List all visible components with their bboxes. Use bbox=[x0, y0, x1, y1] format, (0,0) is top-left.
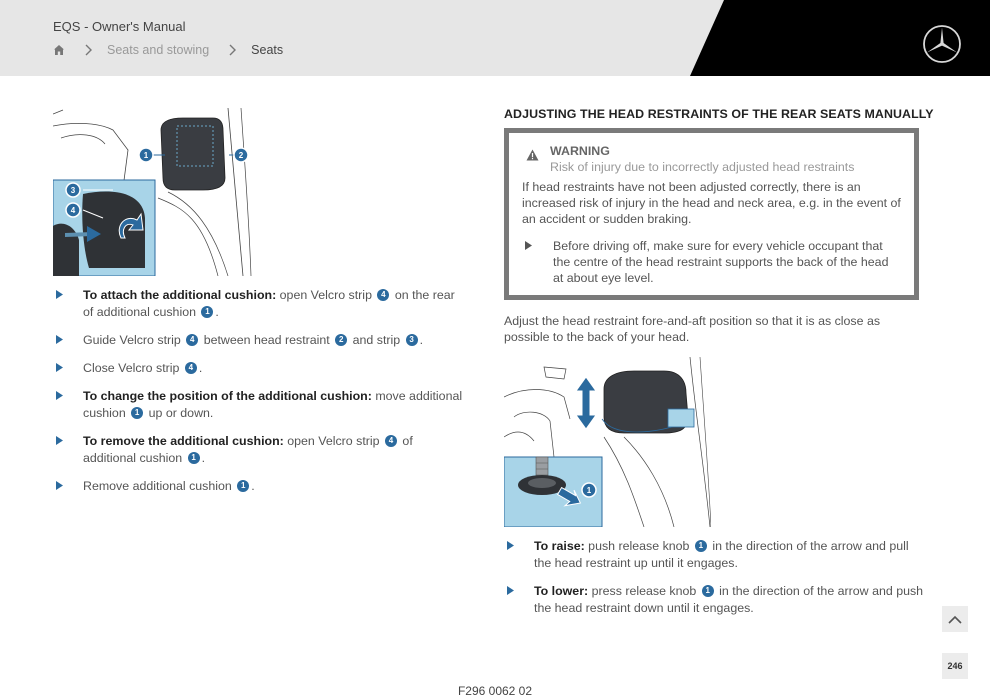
callout-1 bbox=[582, 483, 596, 497]
step-bullet-icon bbox=[56, 363, 63, 372]
step-text: . bbox=[201, 451, 206, 465]
breadcrumb-item-seats-and-stowing[interactable]: Seats and stowing bbox=[107, 43, 210, 57]
callout-number: 1 bbox=[237, 480, 249, 492]
step-text: open Velcro strip bbox=[283, 434, 383, 448]
callout-number: 4 bbox=[385, 435, 397, 447]
instruction-step bbox=[53, 388, 463, 422]
svg-text:1: 1 bbox=[586, 486, 592, 495]
callout-2 bbox=[234, 148, 248, 162]
step-text: and strip bbox=[349, 333, 404, 347]
svg-text:4: 4 bbox=[70, 206, 76, 215]
step-text: . bbox=[251, 479, 255, 493]
adjust-paragraph: Adjust the head restraint fore-and-aft position so that it is as close as possible to the back of your head. bbox=[504, 314, 881, 344]
step-text: Guide Velcro strip bbox=[83, 333, 185, 347]
instruction-step bbox=[53, 433, 463, 467]
step-text: . bbox=[215, 305, 219, 319]
callout-number: 1 bbox=[695, 540, 707, 552]
figure-code: F296 0062 02 bbox=[457, 684, 533, 698]
svg-text:1: 1 bbox=[143, 151, 149, 160]
warning-box bbox=[504, 128, 919, 300]
breadcrumb bbox=[53, 42, 283, 58]
page-number: 246 bbox=[942, 653, 968, 679]
step-bullet-icon bbox=[56, 481, 63, 490]
step-bullet-icon bbox=[56, 290, 63, 299]
callout-number: 1 bbox=[702, 585, 714, 597]
section-heading: ADJUSTING THE HEAD RESTRAINTS OF THE REAR SEATS MANUALLY bbox=[504, 107, 934, 121]
step-lead: To attach the additional cushion: bbox=[83, 288, 277, 302]
warning-triangle-icon bbox=[526, 149, 539, 161]
instruction-step bbox=[504, 583, 924, 617]
step-lead: To lower: bbox=[534, 584, 589, 598]
step-text: in the direction of the arrow and push the head restraint down until it engages. bbox=[534, 584, 924, 615]
callout-number: 4 bbox=[186, 334, 198, 346]
breadcrumb-item-seats: Seats bbox=[251, 43, 284, 57]
step-lead: To change the position of the additional cushion: bbox=[83, 389, 372, 403]
instruction-step bbox=[504, 538, 924, 572]
step-text: up or down. bbox=[145, 406, 214, 420]
head-restraint-illustration bbox=[504, 357, 711, 527]
step-lead: To remove the additional cushion: bbox=[83, 434, 284, 448]
warning-title: WARNING bbox=[550, 144, 610, 158]
step-bullet-icon bbox=[525, 241, 532, 250]
instruction-step bbox=[53, 287, 463, 321]
step-text: . bbox=[198, 361, 203, 375]
callout-3 bbox=[66, 183, 80, 197]
manual-title: EQS - Owner's Manual bbox=[53, 19, 186, 34]
chevron-up-icon bbox=[948, 615, 962, 624]
callout-number: 2 bbox=[335, 334, 347, 346]
step-text: Close Velcro strip bbox=[83, 361, 183, 375]
step-text: of additional cushion bbox=[83, 434, 413, 465]
step-text: . bbox=[419, 333, 424, 347]
chevron-right-icon bbox=[84, 44, 92, 56]
svg-text:2: 2 bbox=[238, 151, 244, 160]
warning-step bbox=[522, 238, 902, 286]
header-bar bbox=[0, 0, 990, 76]
instruction-step bbox=[53, 478, 463, 495]
instruction-step bbox=[53, 332, 463, 349]
step-text: in the direction of the arrow and pull the head restraint up until it engages. bbox=[534, 539, 909, 570]
step-bullet-icon bbox=[56, 391, 63, 400]
additional-cushion-illustration bbox=[53, 108, 253, 276]
callout-number: 4 bbox=[377, 289, 389, 301]
mercedes-star-logo bbox=[922, 24, 962, 64]
step-text: Remove additional cushion bbox=[83, 479, 236, 493]
callout-number: 3 bbox=[406, 334, 418, 346]
callout-number: 1 bbox=[131, 407, 143, 419]
warning-body: If head restraints have not been adjusted correctly, there is an increased risk of injury in the head and neck area, e.g. in the event of an accident or sudden braking. bbox=[522, 180, 901, 226]
home-icon[interactable] bbox=[53, 44, 65, 56]
step-text: on the rear of additional cushion bbox=[83, 288, 455, 319]
instruction-step bbox=[53, 360, 463, 377]
step-bullet-icon bbox=[56, 436, 63, 445]
step-bullet-icon bbox=[507, 586, 514, 595]
step-text: move additional cushion bbox=[83, 389, 463, 420]
callout-number: 1 bbox=[188, 452, 200, 464]
warning-subtitle: Risk of injury due to incorrectly adjusted head restraints bbox=[550, 160, 855, 174]
step-text: press release knob bbox=[588, 584, 700, 598]
step-lead: To raise: bbox=[534, 539, 585, 553]
step-bullet-icon bbox=[507, 541, 514, 550]
head-restraint-instructions-list bbox=[504, 538, 924, 628]
callout-number: 1 bbox=[201, 306, 213, 318]
step-text: push release knob bbox=[584, 539, 693, 553]
callout-4 bbox=[66, 203, 80, 217]
svg-text:3: 3 bbox=[70, 186, 76, 195]
scroll-to-top-button[interactable] bbox=[942, 606, 968, 632]
callout-1 bbox=[139, 148, 153, 162]
step-text: between head restraint bbox=[200, 333, 334, 347]
callout-number: 4 bbox=[185, 362, 197, 374]
step-bullet-icon bbox=[56, 335, 63, 344]
warning-step-text: Before driving off, make sure for every vehicle occupant that the centre of the head restraint supports the back of the head at about eye level. bbox=[553, 239, 889, 285]
cushion-instructions-list bbox=[53, 287, 463, 506]
step-text: open Velcro strip bbox=[276, 288, 376, 302]
chevron-right-icon bbox=[228, 44, 236, 56]
